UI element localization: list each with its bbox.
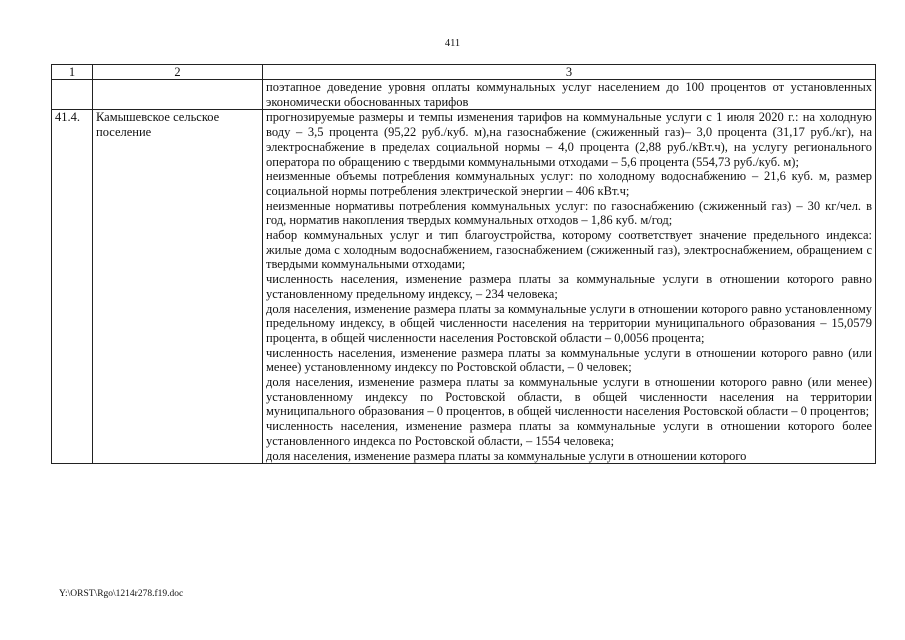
row-number [52, 80, 93, 110]
paragraph: доля населения, изменение размера платы за коммунальные услуги в отношении которого [266, 448, 747, 463]
header-col-3: 3 [263, 65, 876, 80]
paragraph: набор коммунальных услуг и тип благоустройства, которому соответствует значение предельного индекса: жилые дома с холодным водоснабжением, газоснабжением (сжиженный газ), электроснабжением, обращением с твердыми коммунальными отходами; [266, 228, 872, 272]
paragraph: доля населения, изменение размера платы за коммунальные услуги в отношении которого равно (или менее) установленному индексу по Ростовской области, в общей численности населения на территории муниципального образования – 0 процентов, в общей численности населения Ростовской области – 0 процентов; [266, 375, 872, 419]
page-number: 411 [444, 38, 461, 49]
paragraph: численность населения, изменение размера платы за коммунальные услуги в отношении которого равно установленному предельному индексу, – 234 человека; [266, 272, 872, 301]
paragraph: доля населения, изменение размера платы за коммунальные услуги в отношении которого равно установленному предельному индексу, в общей численности населения на территории муниципального образования – 15,0579 процента, в общей численности населения Ростовской области – 0,0056 процента; [266, 301, 872, 345]
row-settlement-cell [93, 110, 263, 464]
paragraph: неизменные объемы потребления коммунальных услуг: по холодному водоснабжению – 21,6 куб. м, размер социальной нормы потребления электрической энергии – 406 кВт.ч; [266, 169, 872, 198]
paragraph: прогнозируемые размеры и темпы изменения тарифов на коммунальные услуги с 1 июля 2020 г.: на холодную воду – 3,5 процента (95,22 руб./куб. м),на газоснабжение (сжиженный газ)– 3,0 процента (31,17 руб./кг), на электроснабжение в пределах социальной нормы – 4,0 процента (2,88 руб./кВт.ч), на услугу регионального оператора по обращению с твердыми коммунальными отходами – 5,6 процента (554,73 руб./куб. м); [266, 110, 872, 169]
row-number: 41.4. [52, 110, 93, 464]
table-header-row [52, 65, 876, 80]
header-col-2: 2 [93, 65, 263, 80]
paragraph: численность населения, изменение размера платы за коммунальные услуги в отношении которого более установленного индекса по Ростовской области, – 1554 человека; [266, 419, 872, 448]
table-row [52, 110, 876, 464]
file-path-footer: Y:\ORST\Rgo\1214r278.f19.doc [59, 589, 184, 599]
row-content-cell [263, 110, 876, 464]
document-table [51, 64, 876, 464]
row-settlement-name [93, 80, 263, 110]
table-row-continuation [52, 80, 876, 110]
row-text: поэтапное доведение уровня оплаты коммунальных услуг населением до 100 процентов от установленных экономически обоснованных тарифов [263, 80, 876, 110]
row-content [266, 110, 872, 463]
header-col-1: 1 [52, 65, 93, 80]
paragraph: численность населения, изменение размера платы за коммунальные услуги в отношении которого равно (или менее) установленному индексу по Ростовской области, – 0 человек; [266, 345, 872, 375]
paragraph: неизменные нормативы потребления коммунальных услуг: по газоснабжению (сжиженный газ) – 30 кг/чел. в год, норматив накопления твердых коммунальных отходов – 1,86 куб. м/год; [266, 198, 872, 228]
row-settlement-name: Камышевское сельское поселение [96, 110, 220, 140]
